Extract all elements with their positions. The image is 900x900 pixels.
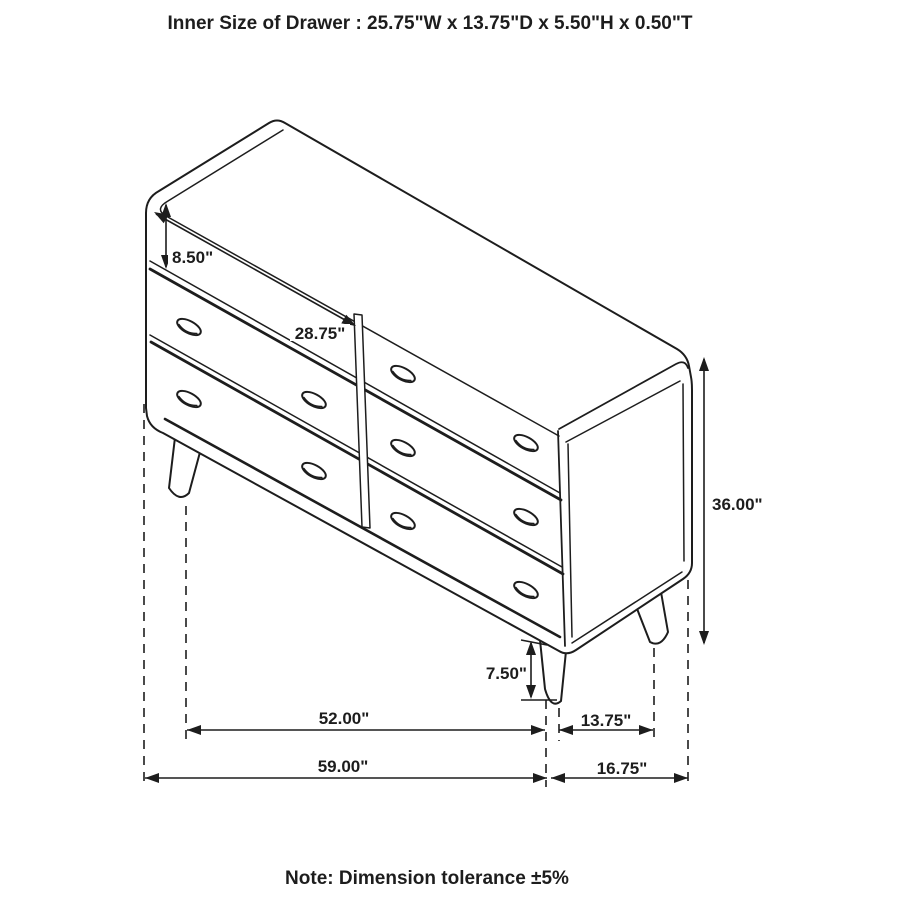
dim-label-front-leg-span: 52.00" <box>318 709 370 728</box>
dim-side-leg-span <box>559 711 653 735</box>
dim-label-drawer-front-width: 28.75" <box>294 324 346 343</box>
side-back-inner-line <box>683 384 684 561</box>
dim-label-overall-depth: 16.75" <box>596 759 648 778</box>
dim-overall-depth <box>551 759 688 783</box>
note-dimension-tolerance: Note: Dimension tolerance ±5% <box>285 868 569 889</box>
title-inner-drawer-size: Inner Size of Drawer : 25.75"W x 13.75"D x 5.50"H x 0.50"T <box>167 13 693 34</box>
dim-label-overall-width: 59.00" <box>317 757 369 776</box>
dim-front-leg-span <box>187 709 545 735</box>
dim-label-top-drawer-height: 8.50" <box>172 248 214 267</box>
dim-label-leg-height: 7.50" <box>485 664 527 683</box>
dim-overall-height <box>699 357 763 645</box>
dim-label-overall-height: 36.00" <box>712 495 763 514</box>
dim-label-side-leg-span: 13.75" <box>580 711 632 730</box>
dim-overall-width <box>145 757 547 783</box>
